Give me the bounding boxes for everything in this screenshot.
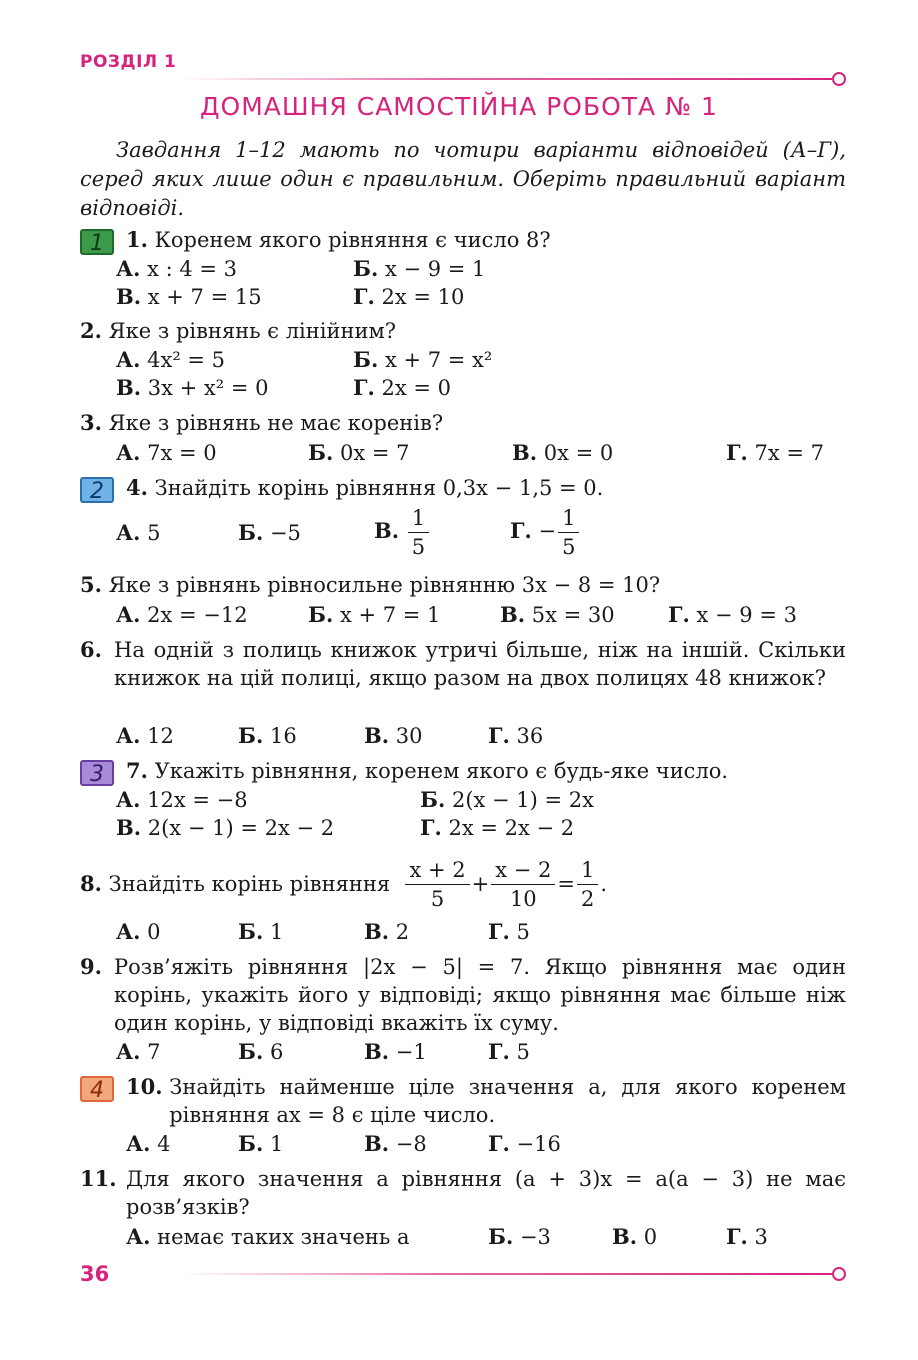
q5-option-d[interactable]: Г. x − 9 = 3 (668, 602, 797, 627)
q10-option-d[interactable]: Г. −16 (488, 1131, 561, 1156)
question-7: 7. Укажіть рівняння, коренем якого є будь-яке число. (126, 758, 729, 783)
question-11: 11. Для якого значення a рівняння (a + 3)x = a(a − 3) не має розв’язків? (80, 1166, 846, 1219)
q2-option-b[interactable]: Б. x + 7 = x² (353, 347, 493, 372)
q10-option-c[interactable]: В. −8 (364, 1131, 427, 1156)
q3-option-b[interactable]: Б. 0x = 7 (308, 440, 410, 465)
question-3: 3. Яке з рівнянь не має коренів? (80, 410, 444, 435)
level-badge-4: 4 (80, 1076, 114, 1102)
q8-option-d[interactable]: Г. 5 (488, 919, 530, 944)
instructions: Завдання 1–12 мають по чотири варіанти відповідей (А–Г), серед яких лише один є правильним. Оберіть правильний варіант відповіді. (80, 138, 846, 220)
q1-option-b[interactable]: Б. x − 9 = 1 (353, 256, 486, 281)
header-divider-end (832, 72, 846, 86)
q5-option-b[interactable]: Б. x + 7 = 1 (308, 602, 441, 627)
q5-option-c[interactable]: В. 5x = 30 (500, 602, 615, 627)
q8-option-a[interactable]: А. 0 (116, 919, 161, 944)
q6-option-c[interactable]: В. 30 (364, 723, 423, 748)
level-badge-1: 1 (80, 229, 114, 255)
q1-option-c[interactable]: В. x + 7 = 15 (116, 284, 262, 309)
level-badge-3: 3 (80, 760, 114, 786)
q7-option-b[interactable]: Б. 2(x − 1) = 2x (420, 787, 595, 812)
q4-option-c[interactable]: В. $\frac{1}{5}$ (374, 504, 431, 561)
q8-option-b[interactable]: Б. 1 (238, 919, 284, 944)
header-divider (180, 78, 832, 80)
section-label: РОЗДІЛ 1 (80, 52, 177, 72)
q2-option-c[interactable]: В. 3x + x² = 0 (116, 375, 269, 400)
q3-option-a[interactable]: А. 7x = 0 (116, 440, 217, 465)
footer-divider (180, 1273, 832, 1275)
q3-option-d[interactable]: Г. 7x = 7 (726, 440, 825, 465)
question-5: 5. Яке з рівнянь рівносильне рівнянню 3x − 8 = 10? (80, 572, 661, 597)
q9-option-a[interactable]: А. 7 (116, 1039, 161, 1064)
q4-options (116, 504, 716, 564)
q8-fraction-2: $\frac{x - 2}{10}$ (491, 856, 555, 913)
question-4: 4. Знайдіть корінь рівняння 0,3x − 1,5 = 0. (126, 475, 604, 500)
question-6: 6. На одній з полиць книжок утричі більше, ніж на іншій. Скільки книжок на цій полиці, якщо разом на двох полицях 48 книжок? (80, 637, 846, 690)
q11-option-c[interactable]: В. 0 (612, 1224, 658, 1249)
q8-fraction-3: $\frac{1}{2}$ (577, 856, 598, 913)
q2-option-d[interactable]: Г. 2x = 0 (353, 375, 452, 400)
q1-option-a[interactable]: А. x : 4 = 3 (116, 256, 238, 281)
level-badge-2: 2 (80, 477, 114, 503)
q11-option-a[interactable]: А. немає таких значень a (126, 1224, 410, 1249)
question-9: 9. Розв’яжіть рівняння |2x − 5| = 7. Якщо рівняння має один корінь, укажіть його у відповіді; якщо рівняння має більше ніж один корінь, у відповіді вкажіть їх суму. (80, 954, 846, 1035)
q11-option-d[interactable]: Г. 3 (726, 1224, 768, 1249)
question-10: 10. Знайдіть найменше ціле значення a, для якого коренем рівняння ax = 8 є ціле число. (126, 1074, 846, 1127)
q4-option-c-fraction: $\frac{1}{5}$ (408, 504, 429, 561)
q9-option-d[interactable]: Г. 5 (488, 1039, 530, 1064)
q8-fraction-1: $\frac{x + 2}{5}$ (405, 856, 469, 913)
q4-option-a[interactable]: А. 5 (116, 520, 161, 545)
q11-option-b[interactable]: Б. −3 (488, 1224, 551, 1249)
q9-option-c[interactable]: В. −1 (364, 1039, 427, 1064)
q7-option-a[interactable]: А. 12x = −8 (116, 787, 248, 812)
question-1: 1. Коренем якого рівняння є число 8? (126, 227, 551, 252)
footer-divider-end (832, 1267, 846, 1281)
q7-option-d[interactable]: Г. 2x = 2x − 2 (420, 815, 575, 840)
question-8: 8. Знайдіть корінь рівняння $\frac{x + 2}{5}$ + $\frac{x - 2}{10}$ = $\frac{1}{2}$ . (80, 857, 608, 911)
page-number: 36 (80, 1262, 110, 1286)
q6-option-d[interactable]: Г. 36 (488, 723, 544, 748)
q3-option-c[interactable]: В. 0x = 0 (512, 440, 614, 465)
q4-option-d-fraction: $\frac{1}{5}$ (558, 504, 579, 561)
q7-option-c[interactable]: В. 2(x − 1) = 2x − 2 (116, 815, 335, 840)
question-2: 2. Яке з рівнянь є лінійним? (80, 318, 397, 343)
q10-option-a[interactable]: А. 4 (126, 1131, 171, 1156)
q8-option-c[interactable]: В. 2 (364, 919, 410, 944)
page-title: ДОМАШНЯ САМОСТІЙНА РОБОТА № 1 (200, 92, 718, 121)
q10-option-b[interactable]: Б. 1 (238, 1131, 284, 1156)
q9-option-b[interactable]: Б. 6 (238, 1039, 284, 1064)
q4-option-b[interactable]: Б. −5 (238, 520, 301, 545)
q2-option-a[interactable]: А. 4x² = 5 (116, 347, 226, 372)
q4-option-d[interactable]: Г. − $\frac{1}{5}$ (510, 504, 581, 561)
q6-option-b[interactable]: Б. 16 (238, 723, 297, 748)
q5-option-a[interactable]: А. 2x = −12 (116, 602, 248, 627)
q1-option-d[interactable]: Г. 2x = 10 (353, 284, 465, 309)
q6-option-a[interactable]: А. 12 (116, 723, 174, 748)
